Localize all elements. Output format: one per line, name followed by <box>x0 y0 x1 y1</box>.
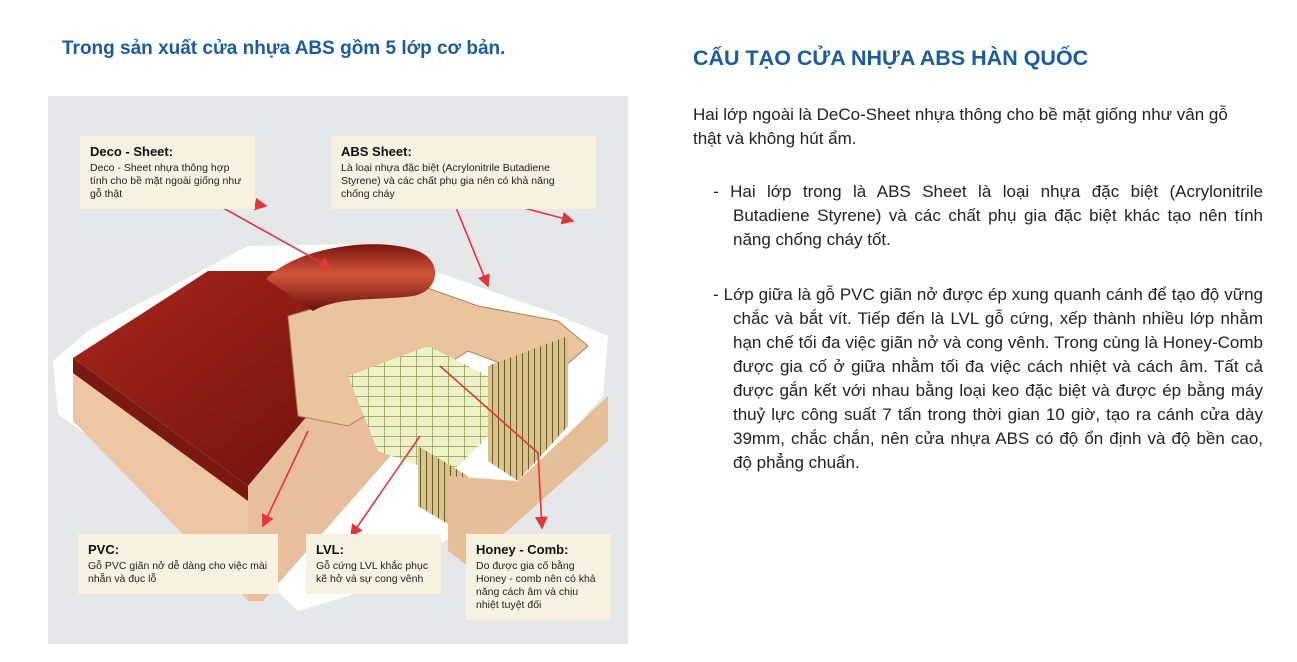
right-section-title: CẤU TẠO CỬA NHỰA ABS HÀN QUỐC <box>693 46 1089 70</box>
callout-deco-sheet <box>80 136 255 209</box>
callout-abs-sheet <box>331 136 596 209</box>
bullet-core-layers: - Lớp giữa là gỗ PVC giãn nở được ép xung quanh cánh để tạo độ vững chắc và bắt vít. Tiếp đến là LVL gỗ cứng, xếp thành nhiều lớp nhằm hạn chế tối đa việc giãn nở và cong vênh. Trong cùng là Honey-Comb được gia cố ở giữa nhằm tối đa việc cách nhiệt và cách âm. Tất cả được gắn kết với nhau bằng loại keo đặc biệt và được ép bằng máy thuỷ lực công suất 7 tấn trong thời gian 10 giờ, tạo ra cánh cửa dày 39mm, chắc chắn, nên cửa nhựa ABS có độ ổn định và độ bền cao, độ phẳng chuẩn. <box>713 285 1263 472</box>
callout-abs-title: ABS Sheet: <box>341 144 412 159</box>
door-layers-diagram <box>48 96 628 644</box>
callout-lvl <box>306 534 441 594</box>
bullet-abs-sheet: - Hai lớp trong là ABS Sheet là loại nhựa đặc biệt (Acrylonitrile Butadiene Styrene) và các chất phụ gia đặc biệt khác tạo nên tính năng chống cháy tốt. <box>713 182 1263 249</box>
callout-pvc <box>78 534 278 594</box>
intro-paragraph: Hai lớp ngoài là DeCo-Sheet nhựa thông cho bề mặt giống như vân gỗ thật và không hút ẩm. <box>693 105 1228 148</box>
callout-pvc-desc: Gỗ PVC giãn nở dễ dàng cho việc mài nhẵn và đục lỗ <box>88 560 268 585</box>
callout-honey-title: Honey - Comb: <box>476 542 569 557</box>
callout-deco-title: Deco - Sheet: <box>90 144 174 159</box>
callout-deco-desc: Deco - Sheet nhựa thông hợp tính cho bề mặt ngoài giống như gỗ thật <box>90 162 242 200</box>
callout-lvl-title: LVL: <box>316 542 344 557</box>
callout-abs-desc: Là loại nhựa đặc biệt (Acrylonitrile Butadiene Styrene) và các chất phụ gia nên có khả năng chống cháy <box>341 162 555 200</box>
callout-pvc-title: PVC: <box>88 542 120 557</box>
left-section-title: Trong sản xuất cửa nhựa ABS gồm 5 lớp cơ bản. <box>62 38 506 59</box>
callout-lvl-desc: Gỗ cứng LVL khắc phục kẽ hở và sự cong vênh <box>316 560 429 585</box>
callout-honey-desc: Do được gia cố bằng Honey - comb nên có khả năng cách âm và chịu nhiệt tuyệt đối <box>476 560 596 611</box>
callout-honey-comb <box>466 534 611 620</box>
